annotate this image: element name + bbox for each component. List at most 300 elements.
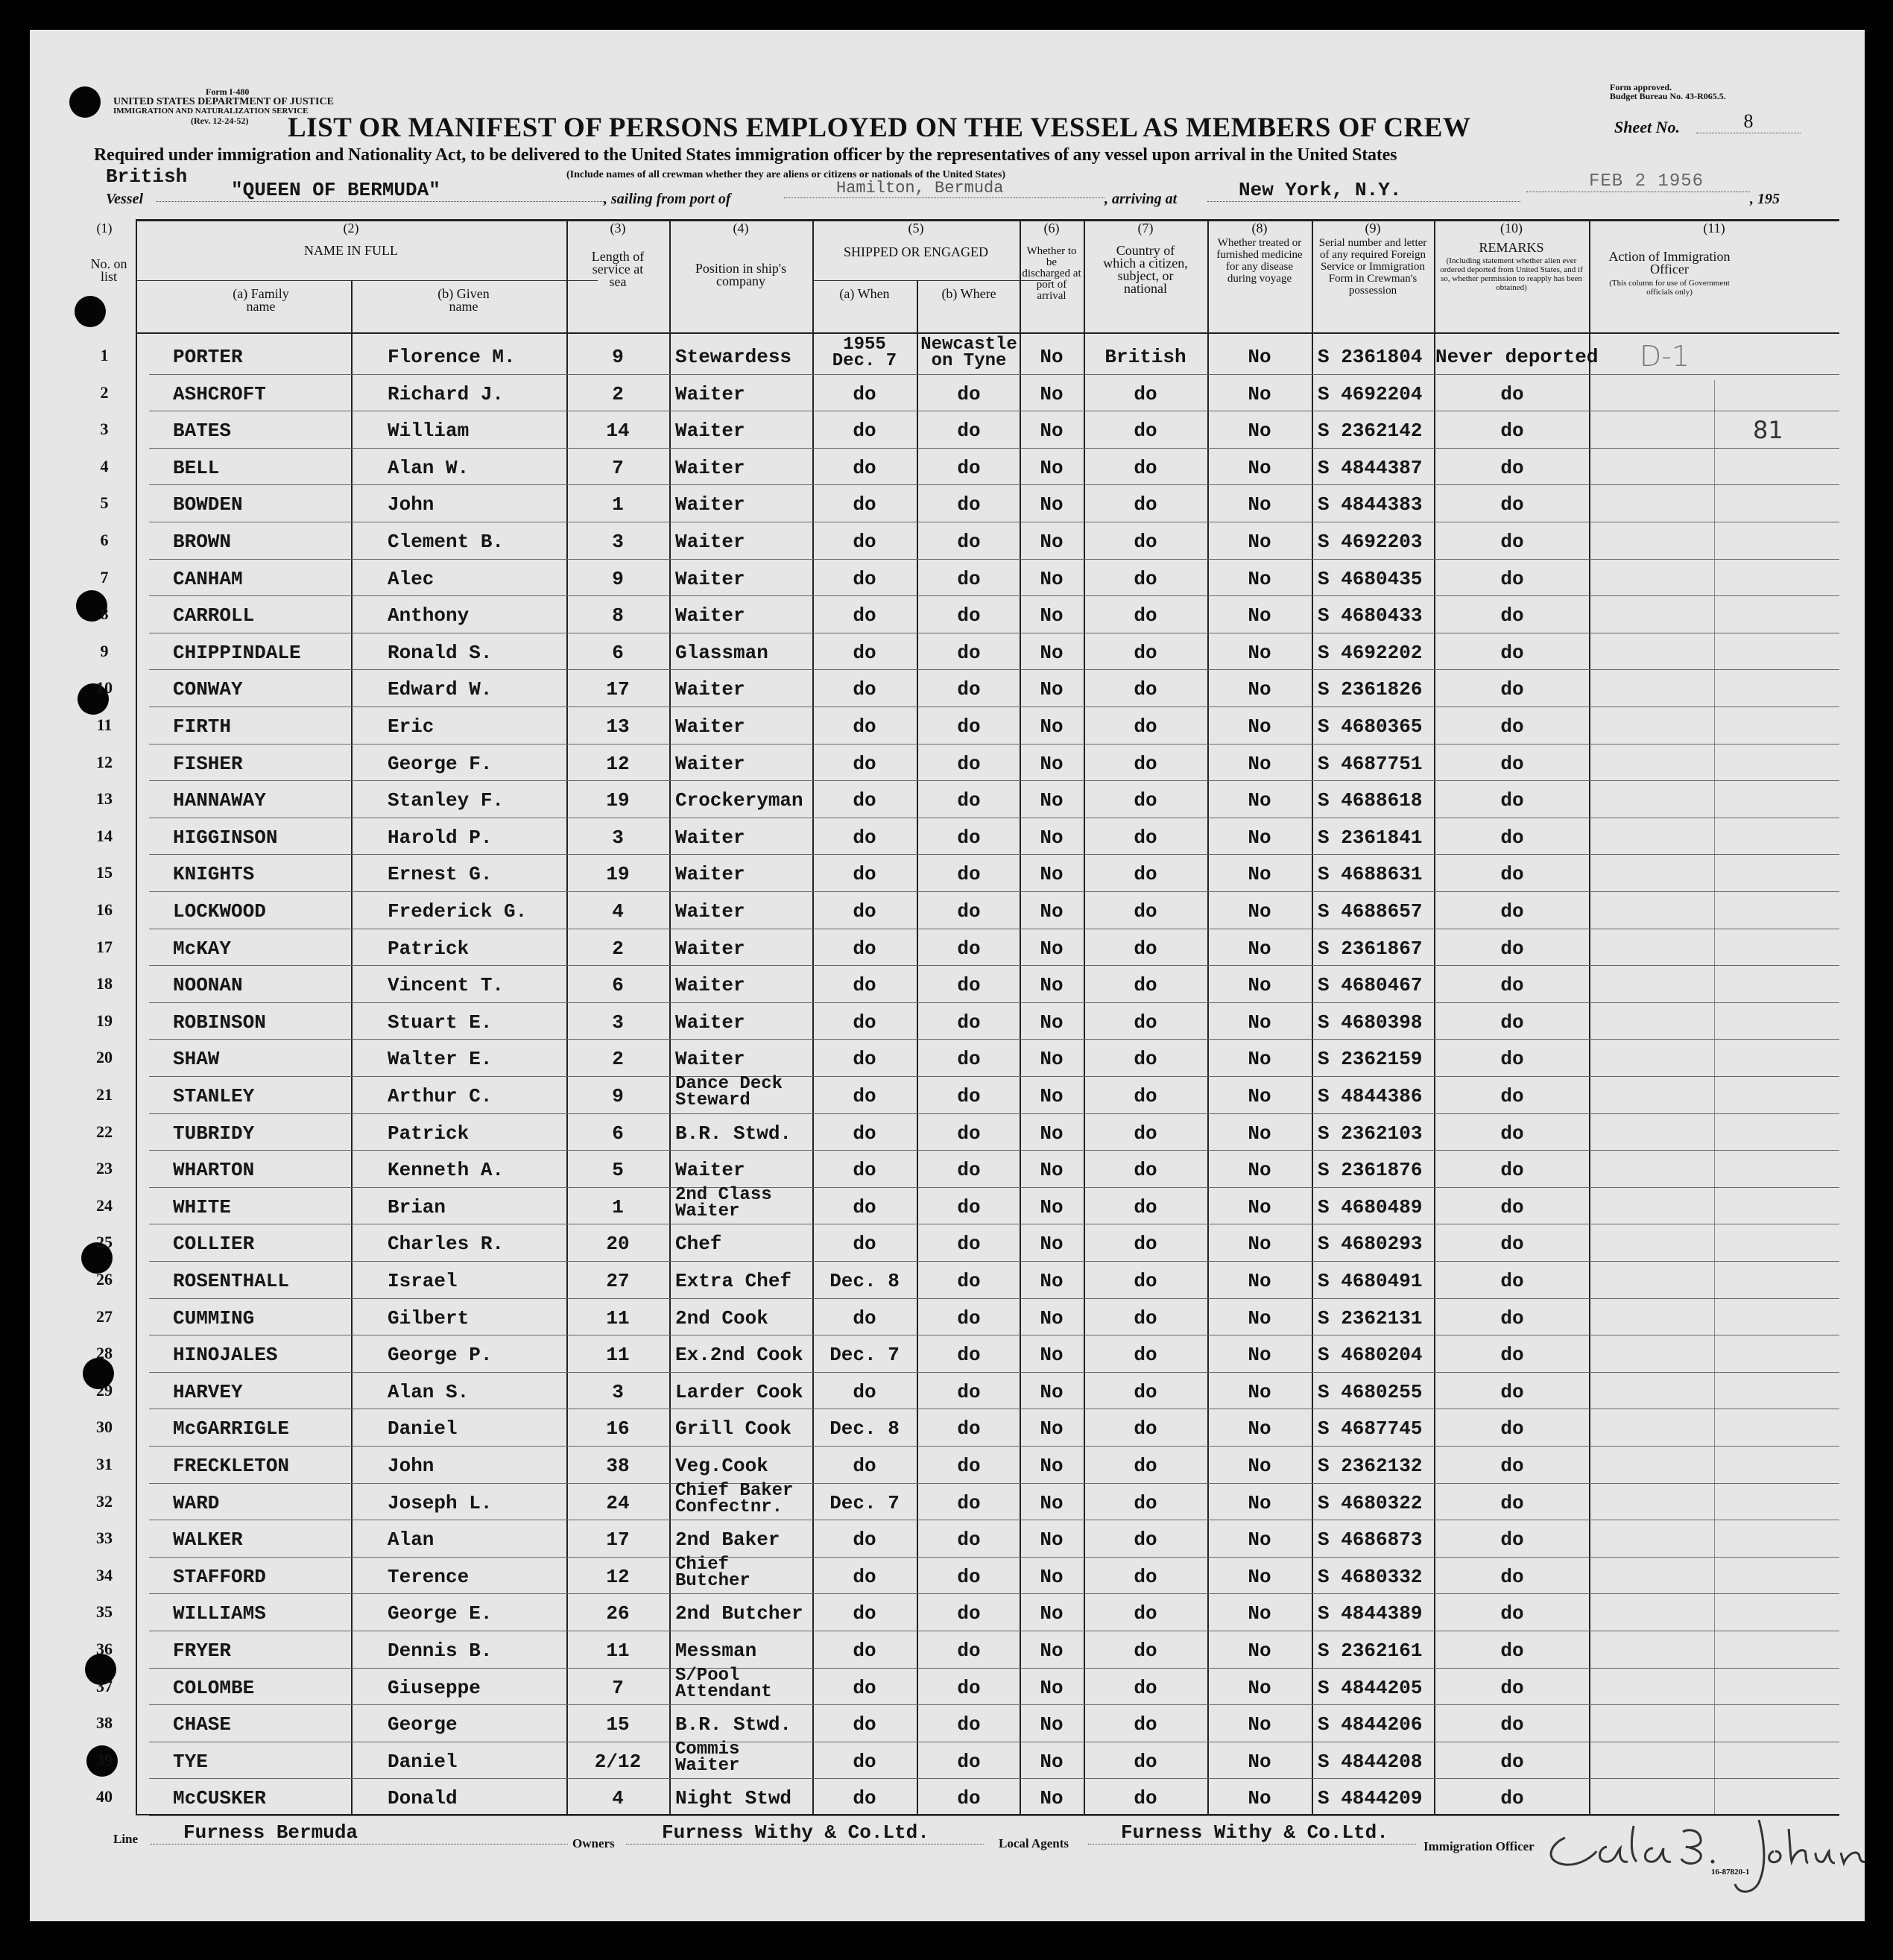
crew-remarks: do	[1500, 641, 1524, 664]
crew-where: do	[957, 1455, 981, 1477]
crew-remarks: do	[1500, 1676, 1524, 1699]
crew-when: do	[853, 420, 876, 443]
table-row	[30, 1665, 1865, 1707]
crew-country: do	[1134, 1270, 1157, 1292]
crew-when: do	[853, 715, 876, 738]
table-row	[30, 560, 1865, 598]
crew-given: Brian	[388, 1195, 446, 1218]
crew-service: 14	[606, 420, 630, 443]
crew-position: Dance Deck Steward	[675, 1074, 783, 1110]
crew-when: do	[853, 1233, 876, 1256]
header-col7: Country of which a citizen, subject, or national	[1103, 243, 1188, 296]
crew-position: Crockeryman	[675, 789, 803, 812]
form-number: Form I-480	[206, 86, 250, 97]
crew-serial: S 4844386	[1318, 1085, 1423, 1107]
crew-when: do	[853, 567, 876, 590]
crew-discharged: No	[1040, 1270, 1064, 1292]
officer-signature	[1535, 1799, 1865, 1903]
crew-country: do	[1134, 641, 1157, 664]
table-row	[30, 449, 1865, 487]
header-col7-num: (7)	[1137, 221, 1154, 235]
crew-where: do	[957, 1159, 981, 1182]
crew-country: do	[1134, 826, 1157, 849]
crew-no: 12	[96, 752, 113, 771]
crew-where: do	[957, 1195, 981, 1218]
table-row	[30, 782, 1865, 819]
crew-remarks: do	[1500, 382, 1524, 405]
crew-medicine: No	[1248, 1122, 1271, 1145]
table-row	[30, 1595, 1865, 1632]
crew-family: FRECKLETON	[173, 1455, 290, 1477]
crew-country: do	[1134, 937, 1157, 960]
crew-family: ROBINSON	[173, 1011, 266, 1034]
crew-when: do	[853, 678, 876, 701]
crew-given: Alec	[388, 567, 434, 590]
header-col5-num: (5)	[908, 221, 924, 235]
crew-no: 19	[96, 1011, 113, 1030]
crew-position: 2nd Cook	[675, 1306, 768, 1330]
crew-remarks: do	[1500, 1750, 1524, 1773]
crew-remarks: do	[1500, 1602, 1524, 1625]
crew-service: 1	[612, 1195, 624, 1218]
crew-family: WARD	[173, 1491, 220, 1514]
crew-family: KNIGHTS	[173, 863, 255, 886]
crew-where: do	[957, 937, 981, 960]
crew-serial: S 4680255	[1318, 1380, 1423, 1403]
crew-serial: S 4680365	[1318, 715, 1423, 738]
header-col4-num: (4)	[733, 221, 749, 235]
row-rule	[149, 1261, 1839, 1262]
crew-when: 1955 Dec. 7	[832, 335, 897, 371]
crew-service: 5	[612, 1159, 624, 1182]
crew-medicine: No	[1248, 1565, 1271, 1588]
crew-given: Alan	[388, 1529, 434, 1552]
crew-serial: S 4680398	[1318, 1011, 1423, 1034]
crew-discharged: No	[1040, 974, 1064, 997]
crew-when: do	[853, 1529, 876, 1552]
table-row	[30, 708, 1865, 745]
table-row	[30, 376, 1865, 413]
crew-where: do	[957, 456, 981, 479]
crew-when: Dec. 8	[829, 1270, 900, 1292]
crew-serial: S 4844387	[1318, 456, 1423, 479]
crew-family: CANHAM	[173, 567, 243, 590]
crew-discharged: No	[1040, 1529, 1064, 1552]
crew-discharged: No	[1040, 1048, 1064, 1071]
crew-country: do	[1134, 1676, 1157, 1699]
crew-medicine: No	[1248, 900, 1271, 923]
crew-service: 12	[606, 1565, 630, 1588]
crew-family: HIGGINSON	[173, 826, 278, 849]
crew-discharged: No	[1040, 641, 1064, 664]
crew-remarks: do	[1500, 1306, 1524, 1330]
crew-remarks: do	[1500, 420, 1524, 443]
crew-where: do	[957, 1676, 981, 1699]
crew-position: Waiter	[675, 974, 745, 997]
crew-serial: S 4688618	[1318, 789, 1423, 812]
crew-serial: S 2361841	[1318, 826, 1423, 849]
crew-medicine: No	[1248, 752, 1271, 775]
crew-where: do	[957, 1380, 981, 1403]
crew-country: do	[1134, 1417, 1157, 1441]
crew-where: do	[957, 1122, 981, 1145]
crew-serial: S 4686873	[1318, 1529, 1423, 1552]
row-rule	[149, 1557, 1839, 1558]
crew-medicine: No	[1248, 1713, 1271, 1736]
crew-no: 7	[100, 567, 109, 587]
crew-remarks: do	[1500, 1529, 1524, 1552]
crew-position: Waiter	[675, 420, 745, 443]
crew-no: 36	[96, 1640, 113, 1658]
crew-position: Waiter	[675, 937, 745, 960]
crew-service: 3	[612, 531, 624, 553]
crew-family: COLOMBE	[173, 1676, 255, 1699]
crew-serial: S 4844389	[1318, 1602, 1423, 1625]
row-rule	[149, 780, 1839, 781]
crew-position: Waiter	[675, 604, 745, 627]
crew-service: 6	[612, 974, 624, 997]
crew-medicine: No	[1248, 604, 1271, 627]
crew-where: do	[957, 1048, 981, 1071]
crew-given: Richard J.	[388, 382, 505, 405]
header-col1-num: (1)	[96, 221, 113, 235]
table-row	[30, 1262, 1865, 1300]
crew-position: Waiter	[675, 382, 745, 405]
crew-serial: S 2362161	[1318, 1640, 1423, 1662]
crew-no: 14	[96, 826, 113, 845]
crew-remarks: do	[1500, 1787, 1524, 1810]
crew-remarks: do	[1500, 1085, 1524, 1107]
table-row	[30, 597, 1865, 634]
row-rule	[149, 1150, 1839, 1151]
crew-discharged: No	[1040, 456, 1064, 479]
officer-annotation-d1: D-1	[1640, 340, 1690, 373]
crew-medicine: No	[1248, 1011, 1271, 1034]
crew-no: 40	[96, 1787, 113, 1806]
crew-country: do	[1134, 678, 1157, 701]
crew-when: do	[853, 382, 876, 405]
crew-service: 7	[612, 1676, 624, 1699]
crew-discharged: No	[1040, 900, 1064, 923]
crew-service: 3	[612, 1011, 624, 1034]
manifest-sheet	[30, 30, 1865, 1921]
crew-no: 25	[96, 1233, 113, 1252]
crew-remarks: do	[1500, 752, 1524, 775]
crew-discharged: No	[1040, 531, 1064, 553]
crew-when: do	[853, 1787, 876, 1810]
crew-service: 2	[612, 937, 624, 960]
crew-medicine: No	[1248, 1270, 1271, 1292]
crew-when: do	[853, 1159, 876, 1182]
crew-family: CONWAY	[173, 678, 243, 701]
crew-position: Waiter	[675, 1048, 745, 1071]
crew-where: do	[957, 1640, 981, 1662]
crew-remarks: do	[1500, 456, 1524, 479]
row-rule	[149, 1039, 1839, 1040]
header-col11: Action of Immigration Officer	[1608, 249, 1731, 276]
crew-no: 33	[96, 1529, 113, 1548]
crew-serial: S 4688631	[1318, 863, 1423, 886]
crew-discharged: No	[1040, 1380, 1064, 1403]
page-title: LIST OR MANIFEST OF PERSONS EMPLOYED ON THE VESSEL AS MEMBERS OF CREW	[288, 113, 1471, 143]
crew-medicine: No	[1248, 346, 1271, 368]
crew-given: Harold P.	[388, 826, 493, 849]
crew-medicine: No	[1248, 1048, 1271, 1071]
crew-position: Extra Chef	[675, 1270, 792, 1292]
crew-position: Glassman	[675, 641, 768, 664]
crew-no: 20	[96, 1048, 113, 1067]
crew-country: do	[1134, 1455, 1157, 1477]
crew-medicine: No	[1248, 1455, 1271, 1477]
crew-discharged: No	[1040, 493, 1064, 516]
crew-serial: S 4692204	[1318, 382, 1423, 405]
crew-service: 9	[612, 567, 624, 590]
header-col5: SHIPPED OR ENGAGED	[843, 244, 988, 259]
crew-family: COLLIER	[173, 1233, 255, 1256]
crew-discharged: No	[1040, 789, 1064, 812]
crew-given: Joseph L.	[388, 1491, 493, 1514]
crew-medicine: No	[1248, 1491, 1271, 1514]
crew-service: 3	[612, 1380, 624, 1403]
crew-given: Vincent T.	[388, 974, 505, 997]
crew-given: Kenneth A.	[388, 1159, 505, 1182]
crew-no: 24	[96, 1195, 113, 1215]
crew-family: PORTER	[173, 346, 243, 368]
crew-given: John	[388, 493, 434, 516]
crew-medicine: No	[1248, 1787, 1271, 1810]
crew-family: STAFFORD	[173, 1565, 266, 1588]
crew-serial: S 4680489	[1318, 1195, 1423, 1218]
crew-medicine: No	[1248, 420, 1271, 443]
crew-where: do	[957, 420, 981, 443]
crew-where: do	[957, 752, 981, 775]
crew-medicine: No	[1248, 493, 1271, 516]
sailing-label: , sailing from port of	[604, 191, 731, 207]
crew-where: do	[957, 1344, 981, 1367]
crew-family: WHARTON	[173, 1159, 255, 1182]
crew-service: 8	[612, 604, 624, 627]
crew-medicine: No	[1248, 826, 1271, 849]
crew-family: NOONAN	[173, 974, 243, 997]
crew-discharged: No	[1040, 826, 1064, 849]
crew-medicine: No	[1248, 1195, 1271, 1218]
crew-position: Waiter	[675, 863, 745, 886]
row-rule	[149, 965, 1839, 966]
crew-medicine: No	[1248, 1085, 1271, 1107]
crew-given: Daniel	[388, 1750, 458, 1773]
crew-remarks: do	[1500, 1233, 1524, 1256]
sheet-label: Sheet No.	[1614, 118, 1680, 136]
crew-where: do	[957, 1713, 981, 1736]
line-label: Line	[113, 1832, 139, 1846]
crew-discharged: No	[1040, 1491, 1064, 1514]
crew-given: Frederick G.	[388, 900, 528, 923]
crew-given: Giuseppe	[388, 1676, 481, 1699]
crew-service: 24	[606, 1491, 630, 1514]
crew-no: 26	[96, 1270, 113, 1289]
table-row	[30, 1115, 1865, 1152]
crew-no: 29	[96, 1380, 113, 1400]
crew-discharged: No	[1040, 678, 1064, 701]
required-statement: Required under immigration and Nationality Act, to be delivered to the United States immigration officer by the representatives of any vessel upon arrival in the United States	[94, 145, 1397, 165]
crew-position: Waiter	[675, 493, 745, 516]
header-col10-num: (10)	[1500, 221, 1523, 235]
crew-remarks: do	[1500, 1122, 1524, 1145]
crew-position: Waiter	[675, 826, 745, 849]
crew-service: 2	[612, 1048, 624, 1071]
row-rule	[149, 1446, 1839, 1447]
table-top-border	[136, 219, 1839, 221]
crew-given: Alan S.	[388, 1380, 470, 1403]
crew-serial: S 4680332	[1318, 1565, 1423, 1588]
table-row	[30, 1447, 1865, 1485]
shipped-subheader-rule	[812, 280, 1051, 281]
crew-position: Waiter	[675, 531, 745, 553]
crew-where: Newcastle on Tyne	[920, 335, 1017, 371]
crew-medicine: No	[1248, 456, 1271, 479]
crew-service: 2/12	[594, 1750, 642, 1773]
crew-no: 23	[96, 1159, 113, 1178]
crew-family: FISHER	[173, 752, 243, 775]
crew-no: 4	[100, 456, 109, 475]
crew-serial: S 4680204	[1318, 1344, 1423, 1367]
crew-no: 22	[96, 1122, 113, 1141]
crew-serial: S 4692203	[1318, 531, 1423, 553]
crew-no: 2	[100, 382, 109, 402]
table-row	[30, 930, 1865, 967]
crew-when: do	[853, 1085, 876, 1107]
crew-remarks: do	[1500, 1011, 1524, 1034]
crew-discharged: No	[1040, 420, 1064, 443]
crew-country: do	[1134, 1048, 1157, 1071]
crew-discharged: No	[1040, 1787, 1064, 1810]
crew-given: Patrick	[388, 1122, 470, 1145]
crew-when: do	[853, 1380, 876, 1403]
crew-discharged: No	[1040, 1344, 1064, 1367]
crew-given: Charles R.	[388, 1233, 505, 1256]
table-row	[30, 634, 1865, 671]
crew-serial: S 4844208	[1318, 1750, 1423, 1773]
crew-where: do	[957, 493, 981, 516]
crew-no: 3	[100, 420, 109, 439]
crew-position: Grill Cook	[675, 1417, 792, 1441]
crew-country: do	[1134, 789, 1157, 812]
crew-country: do	[1134, 1011, 1157, 1034]
crew-remarks: do	[1500, 531, 1524, 553]
crew-family: FIRTH	[173, 715, 232, 738]
crew-no: 8	[100, 604, 109, 624]
crew-when: do	[853, 1048, 876, 1071]
crew-service: 17	[606, 1529, 630, 1552]
name-subheader-rule	[136, 280, 598, 281]
table-row	[30, 1225, 1865, 1262]
crew-discharged: No	[1040, 604, 1064, 627]
crew-serial: S 4680467	[1318, 974, 1423, 997]
crew-serial: S 4844383	[1318, 493, 1423, 516]
table-row	[30, 671, 1865, 708]
crew-when: do	[853, 863, 876, 886]
row-rule	[149, 706, 1839, 707]
crew-medicine: No	[1248, 531, 1271, 553]
crew-position: Stewardess	[675, 346, 792, 368]
crew-remarks: do	[1500, 678, 1524, 701]
crew-service: 11	[606, 1306, 630, 1330]
table-row	[30, 523, 1865, 560]
crew-service: 2	[612, 382, 624, 405]
header-col11-num: (11)	[1703, 221, 1725, 235]
crew-service: 4	[612, 1787, 624, 1810]
owners-label: Owners	[572, 1836, 615, 1850]
crew-family: WILLIAMS	[173, 1602, 266, 1625]
crew-country: do	[1134, 1787, 1157, 1810]
crew-discharged: No	[1040, 1417, 1064, 1441]
crew-serial: S 2362142	[1318, 420, 1423, 443]
crew-medicine: No	[1248, 1676, 1271, 1699]
crew-when: do	[853, 531, 876, 553]
table-row	[30, 1040, 1865, 1078]
crew-discharged: No	[1040, 1750, 1064, 1773]
crew-no: 28	[96, 1344, 113, 1363]
crew-serial: S 4844205	[1318, 1676, 1423, 1699]
crew-service: 3	[612, 826, 624, 849]
crew-medicine: No	[1248, 1159, 1271, 1182]
crew-service: 15	[606, 1713, 630, 1736]
crew-given: Anthony	[388, 604, 470, 627]
crew-no: 30	[96, 1417, 113, 1437]
header-col9-num: (9)	[1365, 221, 1381, 235]
table-row	[30, 893, 1865, 930]
table-row	[30, 335, 1865, 376]
crew-position: Veg.Cook	[675, 1455, 768, 1477]
row-rule	[149, 1704, 1839, 1705]
crew-where: do	[957, 1491, 981, 1514]
crew-country: do	[1134, 1195, 1157, 1218]
crew-position: Waiter	[675, 752, 745, 775]
crew-position: Waiter	[675, 715, 745, 738]
header-col5a: (a) When	[839, 286, 890, 301]
crew-family: BATES	[173, 420, 232, 443]
punch-hole	[75, 296, 106, 327]
crew-country: do	[1134, 1122, 1157, 1145]
crew-when: do	[853, 1011, 876, 1034]
crew-position: Chief Baker Confectnr.	[675, 1480, 794, 1517]
crew-where: do	[957, 826, 981, 849]
crew-discharged: No	[1040, 752, 1064, 775]
crew-discharged: No	[1040, 1195, 1064, 1218]
crew-medicine: No	[1248, 715, 1271, 738]
crew-service: 11	[606, 1344, 630, 1367]
crew-serial: S 4687745	[1318, 1417, 1423, 1441]
crew-discharged: No	[1040, 1085, 1064, 1107]
crew-remarks: do	[1500, 1713, 1524, 1736]
crew-where: do	[957, 1233, 981, 1256]
crew-service: 13	[606, 715, 630, 738]
crew-country: do	[1134, 1233, 1157, 1256]
budget-bureau: Budget Bureau No. 43-R065.5.	[1610, 91, 1726, 101]
crew-family: McGARRIGLE	[173, 1417, 290, 1441]
crew-discharged: No	[1040, 1306, 1064, 1330]
crew-where: do	[957, 678, 981, 701]
crew-given: Florence M.	[388, 346, 516, 368]
crew-medicine: No	[1248, 937, 1271, 960]
crew-remarks: do	[1500, 1491, 1524, 1514]
header-col8-num: (8)	[1251, 221, 1268, 235]
crew-no: 10	[96, 678, 113, 698]
table-row	[30, 1706, 1865, 1743]
crew-country: do	[1134, 1529, 1157, 1552]
crew-serial: S 4680491	[1318, 1270, 1423, 1292]
crew-remarks: do	[1500, 493, 1524, 516]
